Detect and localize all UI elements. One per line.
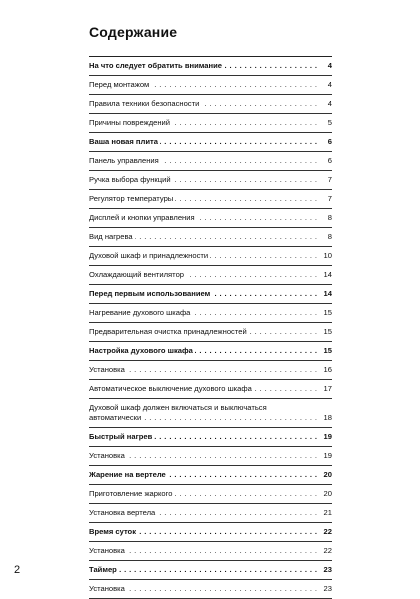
toc-entry-page: 4 xyxy=(327,80,332,89)
toc-entry-title: Предварительная очистка принадлежностей xyxy=(89,327,247,336)
toc-entry-page: 14 xyxy=(323,270,332,279)
toc-entry-title-wrap xyxy=(89,327,318,337)
toc-entry xyxy=(89,285,332,304)
toc-entry-page: 20 xyxy=(323,489,332,498)
toc-entry-page: 4 xyxy=(327,99,332,108)
toc-entry-page: 10 xyxy=(323,251,332,260)
toc-entry-title-wrap xyxy=(89,403,318,423)
toc-entry xyxy=(89,580,332,599)
toc-entry-title-wrap xyxy=(89,546,318,556)
toc-entry-title: Причины повреждений xyxy=(89,118,171,127)
toc-entry-title: Вид нагрева xyxy=(89,232,133,241)
toc-entry-page: 5 xyxy=(327,118,332,127)
toc-entry-title: Установка вертела xyxy=(89,508,156,517)
toc-entry-title: Охлаждающий вентилятор xyxy=(89,270,185,279)
toc-entry-title: Ручка выбора функций xyxy=(89,175,171,184)
toc-entry-page: 15 xyxy=(323,308,332,317)
toc-entry-title-wrap xyxy=(89,489,318,499)
table-of-contents xyxy=(89,56,332,599)
toc-entry xyxy=(89,342,332,361)
toc-entry-title-wrap xyxy=(89,194,318,204)
toc-entry-page: 7 xyxy=(327,175,332,184)
toc-entry-title-wrap xyxy=(89,308,318,318)
toc-entry-title-wrap xyxy=(89,251,318,261)
toc-entry-title-wrap xyxy=(89,80,318,90)
toc-entry xyxy=(89,466,332,485)
toc-entry-title: Духовой шкаф должен включаться и выключаться автоматически xyxy=(89,403,267,422)
toc-entry xyxy=(89,209,332,228)
toc-entry xyxy=(89,485,332,504)
toc-entry-title-wrap xyxy=(89,584,318,594)
toc-entry-title: Установка xyxy=(89,365,125,374)
toc-entry-title: Перед монтажом xyxy=(89,80,150,89)
toc-entry xyxy=(89,228,332,247)
toc-entry-title: Жарение на вертеле xyxy=(89,470,166,479)
toc-entry-page: 17 xyxy=(323,384,332,393)
toc-entry-title: На что следует обратить внимание xyxy=(89,61,222,70)
toc-entry-page: 8 xyxy=(327,232,332,241)
toc-entry-page: 7 xyxy=(327,194,332,203)
toc-entry xyxy=(89,399,332,428)
toc-entry xyxy=(89,266,332,285)
toc-entry-title-wrap xyxy=(89,137,318,147)
toc-entry-title: Быстрый нагрев xyxy=(89,432,153,441)
toc-entry-page: 23 xyxy=(323,584,332,593)
toc-entry xyxy=(89,152,332,171)
toc-entry xyxy=(89,76,332,95)
toc-entry-page: 16 xyxy=(323,365,332,374)
toc-entry xyxy=(89,95,332,114)
toc-entry-title-wrap xyxy=(89,232,318,242)
toc-entry xyxy=(89,447,332,466)
toc-entry xyxy=(89,561,332,580)
toc-entry-title: Установка xyxy=(89,451,125,460)
toc-entry-title-wrap xyxy=(89,99,318,109)
toc-entry-title: Правила техники безопасности xyxy=(89,99,200,108)
toc-entry-title-wrap xyxy=(89,289,318,299)
toc-entry-title: Перед первым использованием xyxy=(89,289,211,298)
toc-entry xyxy=(89,133,332,152)
toc-entry-title: Ваша новая плита xyxy=(89,137,158,146)
toc-entry-page: 14 xyxy=(323,289,332,298)
toc-entry xyxy=(89,171,332,190)
page-number: 2 xyxy=(14,564,21,576)
toc-entry-page: 15 xyxy=(323,346,332,355)
toc-entry-title-wrap xyxy=(89,213,318,223)
toc-entry-title-wrap xyxy=(89,156,318,166)
toc-entry-page: 19 xyxy=(323,432,332,441)
toc-entry-title: Панель управления xyxy=(89,156,159,165)
toc-entry xyxy=(89,304,332,323)
toc-entry-title: Автоматическое выключение духового шкафа xyxy=(89,384,252,393)
toc-entry xyxy=(89,190,332,209)
toc-entry-title: Настройка духового шкафа xyxy=(89,346,193,355)
toc-entry-title-wrap xyxy=(89,451,318,461)
toc-entry-page: 8 xyxy=(327,213,332,222)
toc-entry-title: Дисплей и кнопки управления xyxy=(89,213,195,222)
toc-entry-page: 19 xyxy=(323,451,332,460)
toc-entry-title-wrap xyxy=(89,346,318,356)
toc-entry-page: 6 xyxy=(327,156,332,165)
toc-entry-title: Установка xyxy=(89,546,125,555)
toc-entry xyxy=(89,57,332,76)
toc-entry-title-wrap xyxy=(89,565,318,575)
toc-entry-page: 4 xyxy=(327,61,332,70)
toc-entry xyxy=(89,361,332,380)
toc-entry-title-wrap xyxy=(89,175,318,185)
toc-entry-title-wrap xyxy=(89,470,318,480)
toc-entry-page: 22 xyxy=(323,546,332,555)
toc-entry xyxy=(89,247,332,266)
toc-entry-title: Нагревание духового шкафа xyxy=(89,308,191,317)
toc-entry-title-wrap xyxy=(89,508,318,518)
toc-entry xyxy=(89,523,332,542)
toc-entry-page: 22 xyxy=(323,527,332,536)
toc-entry-title-wrap xyxy=(89,270,318,280)
toc-entry-title: Время суток xyxy=(89,527,137,536)
toc-entry-title: Приготовление жаркого xyxy=(89,489,173,498)
toc-entry xyxy=(89,428,332,447)
toc-entry xyxy=(89,542,332,561)
toc-entry-page: 21 xyxy=(323,508,332,517)
toc-entry-title: Духовой шкаф и принадлежности xyxy=(89,251,209,260)
toc-entry xyxy=(89,114,332,133)
toc-entry-title-wrap xyxy=(89,118,318,128)
toc-entry xyxy=(89,504,332,523)
toc-entry-page: 23 xyxy=(323,565,332,574)
toc-entry-title-wrap xyxy=(89,527,318,537)
toc-entry-page: 18 xyxy=(323,413,332,422)
toc-entry xyxy=(89,380,332,399)
toc-entry-title-wrap xyxy=(89,432,318,442)
toc-entry-title: Таймер xyxy=(89,565,117,574)
toc-entry xyxy=(89,323,332,342)
toc-entry-title-wrap xyxy=(89,384,318,394)
toc-entry-title-wrap xyxy=(89,61,318,71)
page-title: Содержание xyxy=(89,24,178,40)
toc-entry-title: Установка xyxy=(89,584,125,593)
toc-entry-page: 20 xyxy=(323,470,332,479)
toc-entry-page: 6 xyxy=(327,137,332,146)
toc-entry-title-wrap xyxy=(89,365,318,375)
toc-entry-page: 15 xyxy=(323,327,332,336)
toc-entry-title: Регулятор температуры xyxy=(89,194,174,203)
